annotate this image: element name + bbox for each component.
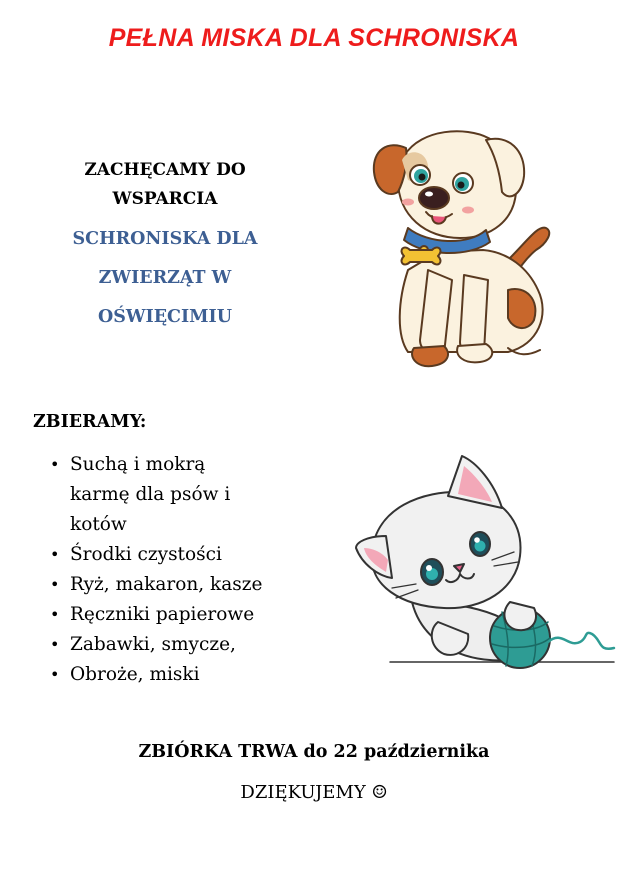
collect-list: [48, 450, 318, 690]
cat-icon: [352, 452, 620, 674]
list-item: • Suchą i mokrą karmę dla psów i kotów: [50, 454, 231, 535]
list-item: • Obroże, miski: [50, 664, 200, 685]
thanks-text: DZIĘKUJEMY ☺: [240, 782, 388, 803]
support-block: [40, 156, 290, 337]
shelter-name-line-1: SCHRONISKA DLA: [72, 229, 258, 249]
shelter-name-line-3: OŚWIĘCIMIU: [98, 307, 232, 327]
list-item: • Środki czystości: [50, 544, 222, 565]
list-item: • Ryż, makaron, kasze: [50, 574, 263, 595]
dog-icon: [368, 120, 558, 372]
collect-heading: ZBIERAMY:: [33, 412, 147, 432]
support-line-1: ZACHĘCAMY DO: [84, 160, 246, 180]
page-title: PEŁNA MISKA DLA SCHRONISKA: [108, 24, 520, 52]
list-item: • Zabawki, smycze,: [50, 634, 236, 655]
support-line-2: WSPARCIA: [112, 189, 218, 209]
shelter-name-line-2: ZWIERZĄT W: [98, 268, 232, 288]
list-item: • Ręczniki papierowe: [50, 604, 255, 625]
collection-deadline: ZBIÓRKA TRWA do 22 października: [138, 742, 490, 762]
